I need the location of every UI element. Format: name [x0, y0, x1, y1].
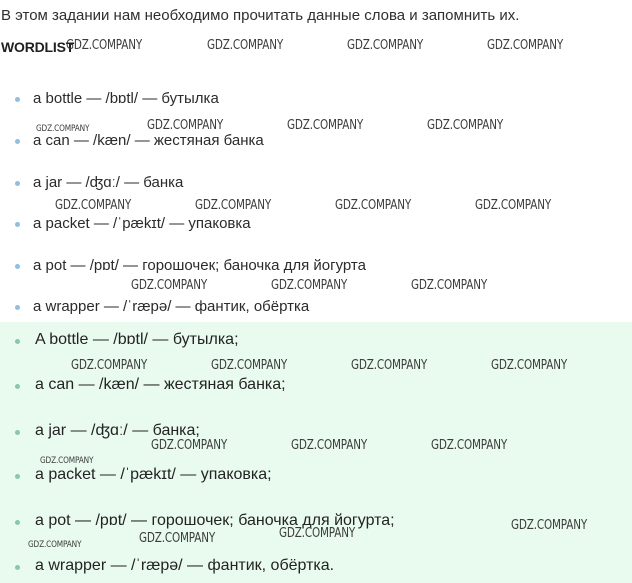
bullet-icon	[15, 139, 20, 144]
bullet-icon	[15, 305, 20, 310]
bullet-icon	[15, 474, 20, 479]
watermark: GDZ.COMPANY	[271, 278, 348, 293]
bullet-icon	[15, 520, 20, 525]
answer-item: a wrapper — /ˈræpə/ — фантик, обёртка.	[17, 557, 334, 575]
watermark: GDZ.COMPANY	[291, 438, 368, 453]
bullet-icon	[15, 565, 20, 570]
wordlist-item: a pot — /pɒt/ — горошочек; баночка для йогурта	[17, 257, 366, 274]
wordlist-item: a jar — /ʤɑː/ — банка	[17, 174, 183, 191]
watermark: GDZ.COMPANY	[279, 526, 356, 541]
watermark: GDZ.COMPANY	[475, 198, 552, 213]
answer-item: a packet — /ˈpækɪt/ — упаковка;	[17, 466, 272, 484]
answer-item: a jar — /ʤɑː/ — банка;	[17, 422, 200, 440]
watermark: GDZ.COMPANY	[335, 198, 412, 213]
watermark: GDZ.COMPANY	[147, 118, 224, 133]
watermark: GDZ.COMPANY	[36, 124, 90, 134]
watermark: GDZ.COMPANY	[491, 358, 568, 373]
answer-item: a can — /kæn/ — жестяная банка;	[17, 376, 286, 394]
bullet-icon	[15, 430, 20, 435]
watermark: GDZ.COMPANY	[207, 38, 284, 53]
watermark: GDZ.COMPANY	[347, 38, 424, 53]
watermark: GDZ.COMPANY	[28, 540, 82, 550]
watermark: GDZ.COMPANY	[131, 278, 208, 293]
watermark: GDZ.COMPANY	[211, 358, 288, 373]
answer-item: A bottle — /bɒtl/ — бутылка;	[17, 331, 239, 349]
wordlist-item: a can — /kæn/ — жестяная банка	[17, 132, 264, 149]
watermark: GDZ.COMPANY	[427, 118, 504, 133]
bullet-icon	[15, 97, 20, 102]
watermark: GDZ.COMPANY	[139, 531, 216, 546]
bullet-icon	[15, 384, 20, 389]
watermark: GDZ.COMPANY	[71, 358, 148, 373]
watermark: GDZ.COMPANY	[66, 38, 143, 53]
wordlist-item: a bottle — /bɒtl/ — бутылка	[17, 90, 219, 107]
bullet-icon	[15, 339, 20, 344]
answer-item: a pot — /pɒt/ — горошочек; баночка для йогурта;	[17, 512, 395, 530]
watermark: GDZ.COMPANY	[195, 198, 272, 213]
intro-text: В этом задании нам необходимо прочитать данные слова и запомнить их.	[1, 7, 520, 24]
watermark: GDZ.COMPANY	[431, 438, 508, 453]
wordlist-heading: WORDLIST	[1, 39, 75, 55]
watermark: GDZ.COMPANY	[511, 518, 588, 533]
watermark: GDZ.COMPANY	[287, 118, 364, 133]
bullet-icon	[15, 181, 20, 186]
watermark: GDZ.COMPANY	[487, 38, 564, 53]
watermark: GDZ.COMPANY	[351, 358, 428, 373]
watermark: GDZ.COMPANY	[55, 198, 132, 213]
wordlist-item: a packet — /ˈpækɪt/ — упаковка	[17, 215, 251, 232]
bullet-icon	[15, 264, 20, 269]
bullet-icon	[15, 222, 20, 227]
wordlist-item: a wrapper — /ˈræpə/ — фантик, обёртка	[17, 298, 309, 315]
watermark: GDZ.COMPANY	[151, 438, 228, 453]
watermark: GDZ.COMPANY	[40, 456, 94, 466]
watermark: GDZ.COMPANY	[411, 278, 488, 293]
